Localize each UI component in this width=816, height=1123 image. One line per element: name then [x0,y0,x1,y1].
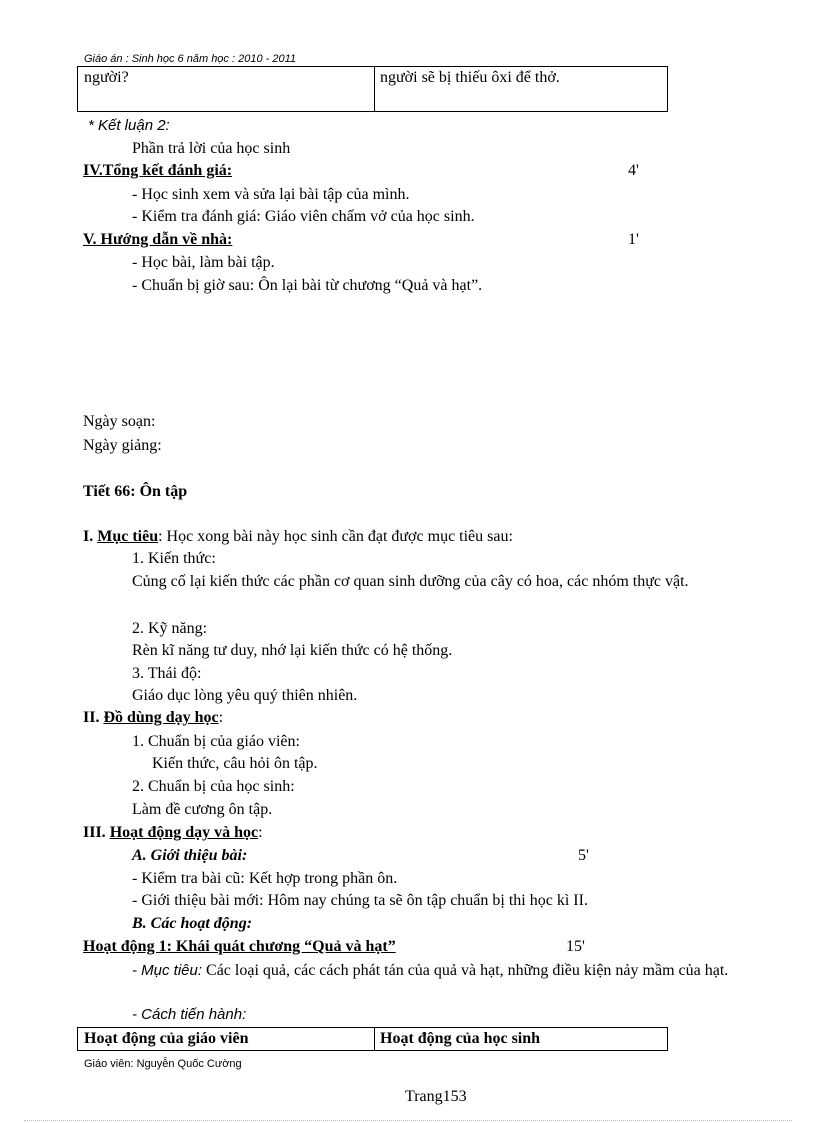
method-label: - Cách tiến hành: [132,1006,247,1023]
student-prep-label: 2. Chuẩn bị của học sinh: [132,778,295,795]
teacher-activity-header: Hoạt động của giáo viên [84,1030,249,1047]
section-2-title: Đồ dùng dạy học [103,709,219,726]
student-activity-header: Hoạt động của học sinh [380,1030,541,1047]
table-cell-left: người? [84,69,129,86]
page-edge-divider [24,1120,792,1121]
section-1-numeral: I. [83,528,98,545]
top-table [77,66,668,112]
section-3-colon: : [258,824,263,841]
section-3-title: Hoạt động dạy và học [109,824,259,841]
knowledge-text: Củng cố lại kiến thức các phần cơ quan sinh dưỡng của cây có hoa, các nhóm thực vật. [132,573,689,590]
attitude-text: Giáo dục lòng yêu quý thiên nhiên. [132,687,358,704]
section-1-heading [83,527,513,547]
section-5-item: - Học bài, làm bài tập. [132,254,275,271]
section-1-title: Mục tiêu [97,528,159,545]
teacher-prep-text: Kiến thức, câu hỏi ôn tập. [152,755,318,772]
section-3-heading [83,823,263,843]
activity-table [77,1027,668,1051]
activities-label: B. Các hoạt động: [132,915,253,932]
attitude-label: 3. Thái độ: [132,665,202,682]
section-4-item: - Học sinh xem và sửa lại bài tập của mình. [132,186,410,203]
table-cell-right: người sẽ bị thiếu ôxi để thở. [380,69,560,86]
section-2-numeral: II. [83,709,104,726]
section-5-item: - Chuẩn bị giờ sau: Ôn lại bài từ chương “Quả và hạt”. [132,277,483,294]
activity-1-goal [83,960,779,982]
conclusion-label: * Kết luận 2: [88,117,170,134]
section-4-title: IV.Tổng kết đánh giá: [83,162,233,179]
section-3-numeral: III. [83,824,110,841]
section-5-title: V. Hướng dẫn về nhà: [83,231,233,248]
section-4-item: - Kiểm tra đánh giá: Giáo viên chấm vở của học sinh. [132,208,475,225]
table-divider [374,67,375,111]
section-2-heading [83,708,223,728]
footer-teacher: Giáo viên: Nguyễn Quốc Cường [84,1058,242,1070]
conclusion-text: Phần trả lời của học sinh [132,140,291,157]
table-divider [374,1028,375,1050]
intro-item: - Giới thiệu bài mới: Hôm nay chúng ta sẽ ôn tập chuẩn bị thi học kì II. [132,892,588,909]
skill-label: 2. Kỹ năng: [132,620,208,637]
section-2-colon: : [218,709,224,726]
date-teach: Ngày giảng: [83,437,162,454]
activity-1-time: 15' [566,938,585,955]
teacher-prep-label: 1. Chuẩn bị của giáo viên: [132,733,300,750]
activity-1-title: Hoạt động 1: Khái quát chương “Quả và hạt” [83,938,396,955]
section-5-time: 1' [628,231,639,248]
section-4-time: 4' [628,162,639,179]
student-prep-text: Làm đề cương ôn tập. [132,801,273,818]
intro-time: 5' [578,847,589,864]
lesson-title: Tiết 66: Ôn tập [83,483,188,500]
knowledge-label: 1. Kiến thức: [132,550,216,567]
skill-text: Rèn kĩ năng tư duy, nhớ lại kiến thức có hệ thống. [132,642,453,659]
section-1-rest: : Học xong bài này học sinh cần đạt được mục tiêu sau: [158,528,513,545]
date-prep: Ngày soạn: [83,413,156,430]
intro-item: - Kiểm tra bài cũ: Kết hợp trong phần ôn. [132,870,398,887]
page-header: Giáo án : Sinh học 6 năm học : 2010 - 2011 [84,53,296,65]
page-number: Trang153 [405,1088,467,1105]
intro-label: A. Giới thiệu bài: [132,847,248,864]
goal-label: - Mục tiêu: [132,962,203,979]
goal-text: Các loại quả, các cách phát tán của quả và hạt, những điều kiện nảy mầm của hạt. [202,962,729,979]
